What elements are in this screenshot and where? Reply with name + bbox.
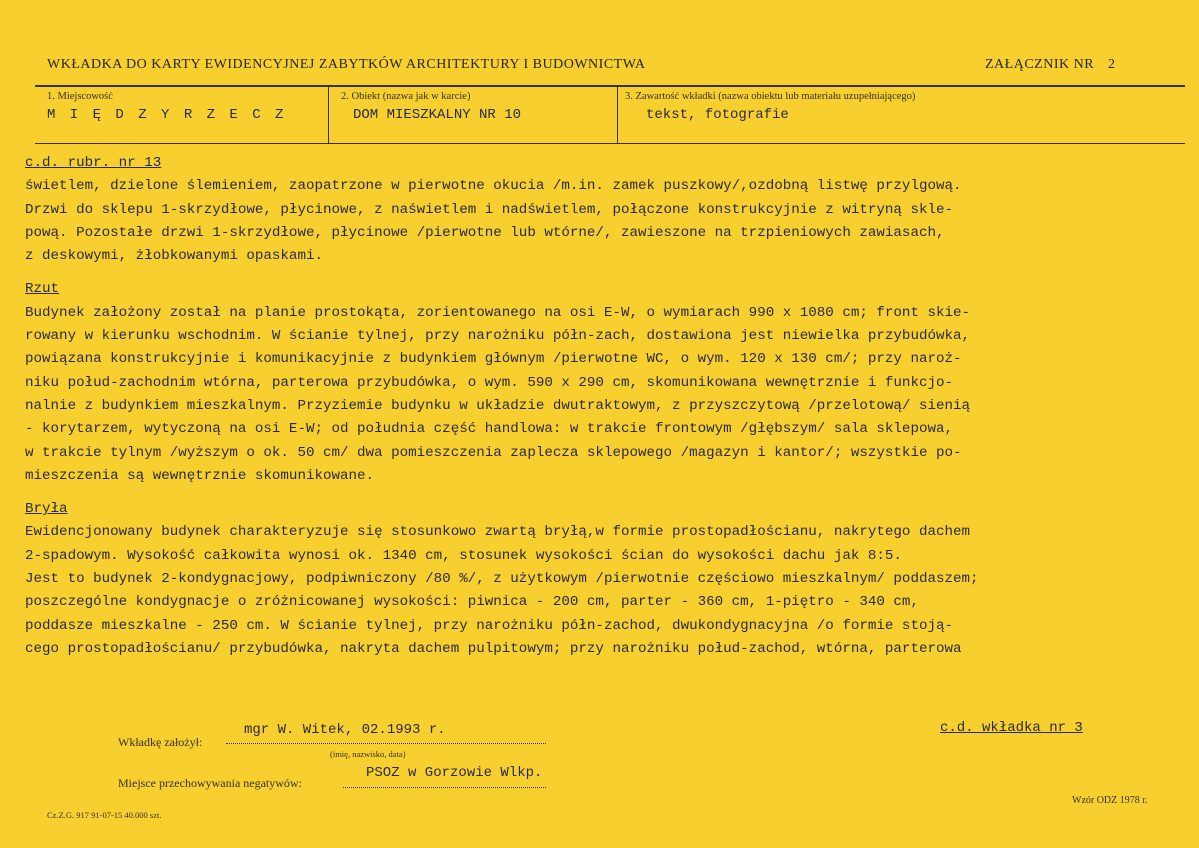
section-heading-bryla: Bryła <box>25 501 68 518</box>
text-line: Jest to budynek 2-kondygnacjowy, podpiwniczony /80 %/, z użytkowym /pierwotnie częściowo mieszkalnym/ poddaszem; <box>25 571 979 588</box>
content-label: 3. Zawartość wkładki (nazwa obiektu lub materiału uzupełniającego) <box>625 91 916 102</box>
text-line: niku połud-zachodnim wtórna, parterowa przybudówka, o wym. 590 x 290 cm, skomunikowana wewnętrznie i funkcjo- <box>25 374 954 391</box>
text-line: - korytarzem, wytyczoną na osi E-W; od południa część handlowa: w trakcie frontowym /głębszym/ sala sklepowa, <box>25 421 954 438</box>
place-value: M I Ę D Z Y R Z E C Z <box>47 107 287 123</box>
author-hint: (imię, nazwisko, data) <box>330 749 406 759</box>
text-line: mieszczenia są wewnętrznie skomunikowane. <box>25 467 375 484</box>
text-line: Budynek założony został na planie prostokąta, zorientowanego na osi E-W, o wymiarach 990 x 1080 cm; front skie- <box>25 304 971 321</box>
header-bottom-rule <box>35 143 1185 144</box>
author-value: mgr W. Witek, 02.1993 r. <box>244 722 446 738</box>
storage-dotted-line <box>343 787 546 788</box>
form-title: WKŁADKA DO KARTY EWIDENCYJNEJ ZABYTKÓW ARCHITEKTURY I BUDOWNICTWA <box>47 57 646 72</box>
text-line: cego prostopadłościanu/ przybudówka, nakryta dachem pulpitowym; przy narożniku połud-zachod, wtórna, parterowa <box>25 640 962 657</box>
continuation-heading: c.d. rubr. nr 13 <box>25 155 162 171</box>
template-info: Wzór ODZ 1978 r. <box>1072 795 1148 806</box>
text-line: Ewidencjonowany budynek charakteryzuje się stosunkowo zwartą bryłą,w formie prostopadłościanu, nakrytego dachem <box>25 524 971 541</box>
field-divider-1 <box>328 87 329 143</box>
text-line: powiązana konstrukcyjnie i komunikacyjnie z budynkiem głównym /pierwotne WC, o wym. 120 x 130 cm/; przy naroż- <box>25 351 962 368</box>
annex-label-text: ZAŁĄCZNIK NR <box>985 57 1095 72</box>
author-dotted-line <box>226 743 546 744</box>
annex-number: 2 <box>1108 57 1116 72</box>
text-line: poszczególne kondygnacje o zróżnicowanej wysokości: piwnica - 200 cm, parter - 360 cm, 1-piętro - 340 cm, <box>25 594 919 611</box>
storage-label: Miejsce przechowywania negatywów: <box>118 776 302 790</box>
body-text <box>25 152 1185 661</box>
print-info: Cz.Z.G. 917 91-07-15 40.000 szt. <box>47 810 162 820</box>
header-top-rule <box>35 85 1185 87</box>
text-line: pową. Pozostałe drzwi 1-skrzydłowe, płycinowe /pierwotne lub wtórne/, zawieszone na trzpieniowych zawiasach, <box>25 224 945 241</box>
text-line: w trakcie tylnym /wyższym o ok. 50 cm/ dwa pomieszczenia zaplecza sklepowego /magazyn i kantor/; wszystkie po- <box>25 444 962 461</box>
text-line: poddasze mieszkalne - 250 cm. W ścianie tylnej, przy narożniku półn-zachod, dwukondygnacyjna /o formie stoją- <box>25 617 954 634</box>
text-line: rowany w kierunku wschodnim. W ścianie tylnej, przy narożniku półn-zach, dostawiona jest niewielka przybudówka, <box>25 328 971 345</box>
field-divider-2 <box>617 87 618 143</box>
text-line: 2-spadowym. Wysokość całkowita wynosi ok. 1340 cm, stosunek wysokości ścian do wysokości dachu jak 8:5. <box>25 547 902 564</box>
object-value: DOM MIESZKALNY NR 10 <box>353 107 522 123</box>
storage-value: PSOZ w Gorzowie Wlkp. <box>366 765 543 781</box>
author-label: Wkładkę założył: <box>118 735 203 749</box>
text-line: Drzwi do sklepu 1-skrzydłowe, płycinowe, z naświetlem i nadświetlem, połączone konstrukcyjnie z witryną skle- <box>25 201 954 218</box>
text-line: nalnie z budynkiem mieszkalnym. Przyziemie budynku w układzie dwutraktowym, z przyszczytową /przelotową/ sienią <box>25 397 971 414</box>
place-label: 1. Miejscowość <box>47 91 113 102</box>
text-line: świetlem, dzielone ślemieniem, zaopatrzone w pierwotne okucia /m.in. zamek puszkowy/,ozdobną listwę przylgową. <box>25 178 962 195</box>
annex-label <box>985 57 1116 73</box>
content-value: tekst, fotografie <box>646 107 789 123</box>
section-heading-rzut: Rzut <box>25 281 60 298</box>
continuation-note: c.d. wkładka nr 3 <box>940 720 1083 736</box>
object-label: 2. Obiekt (nazwa jak w karcie) <box>341 91 471 102</box>
text-line: z deskowymi, żłobkowanymi opaskami. <box>25 248 323 265</box>
